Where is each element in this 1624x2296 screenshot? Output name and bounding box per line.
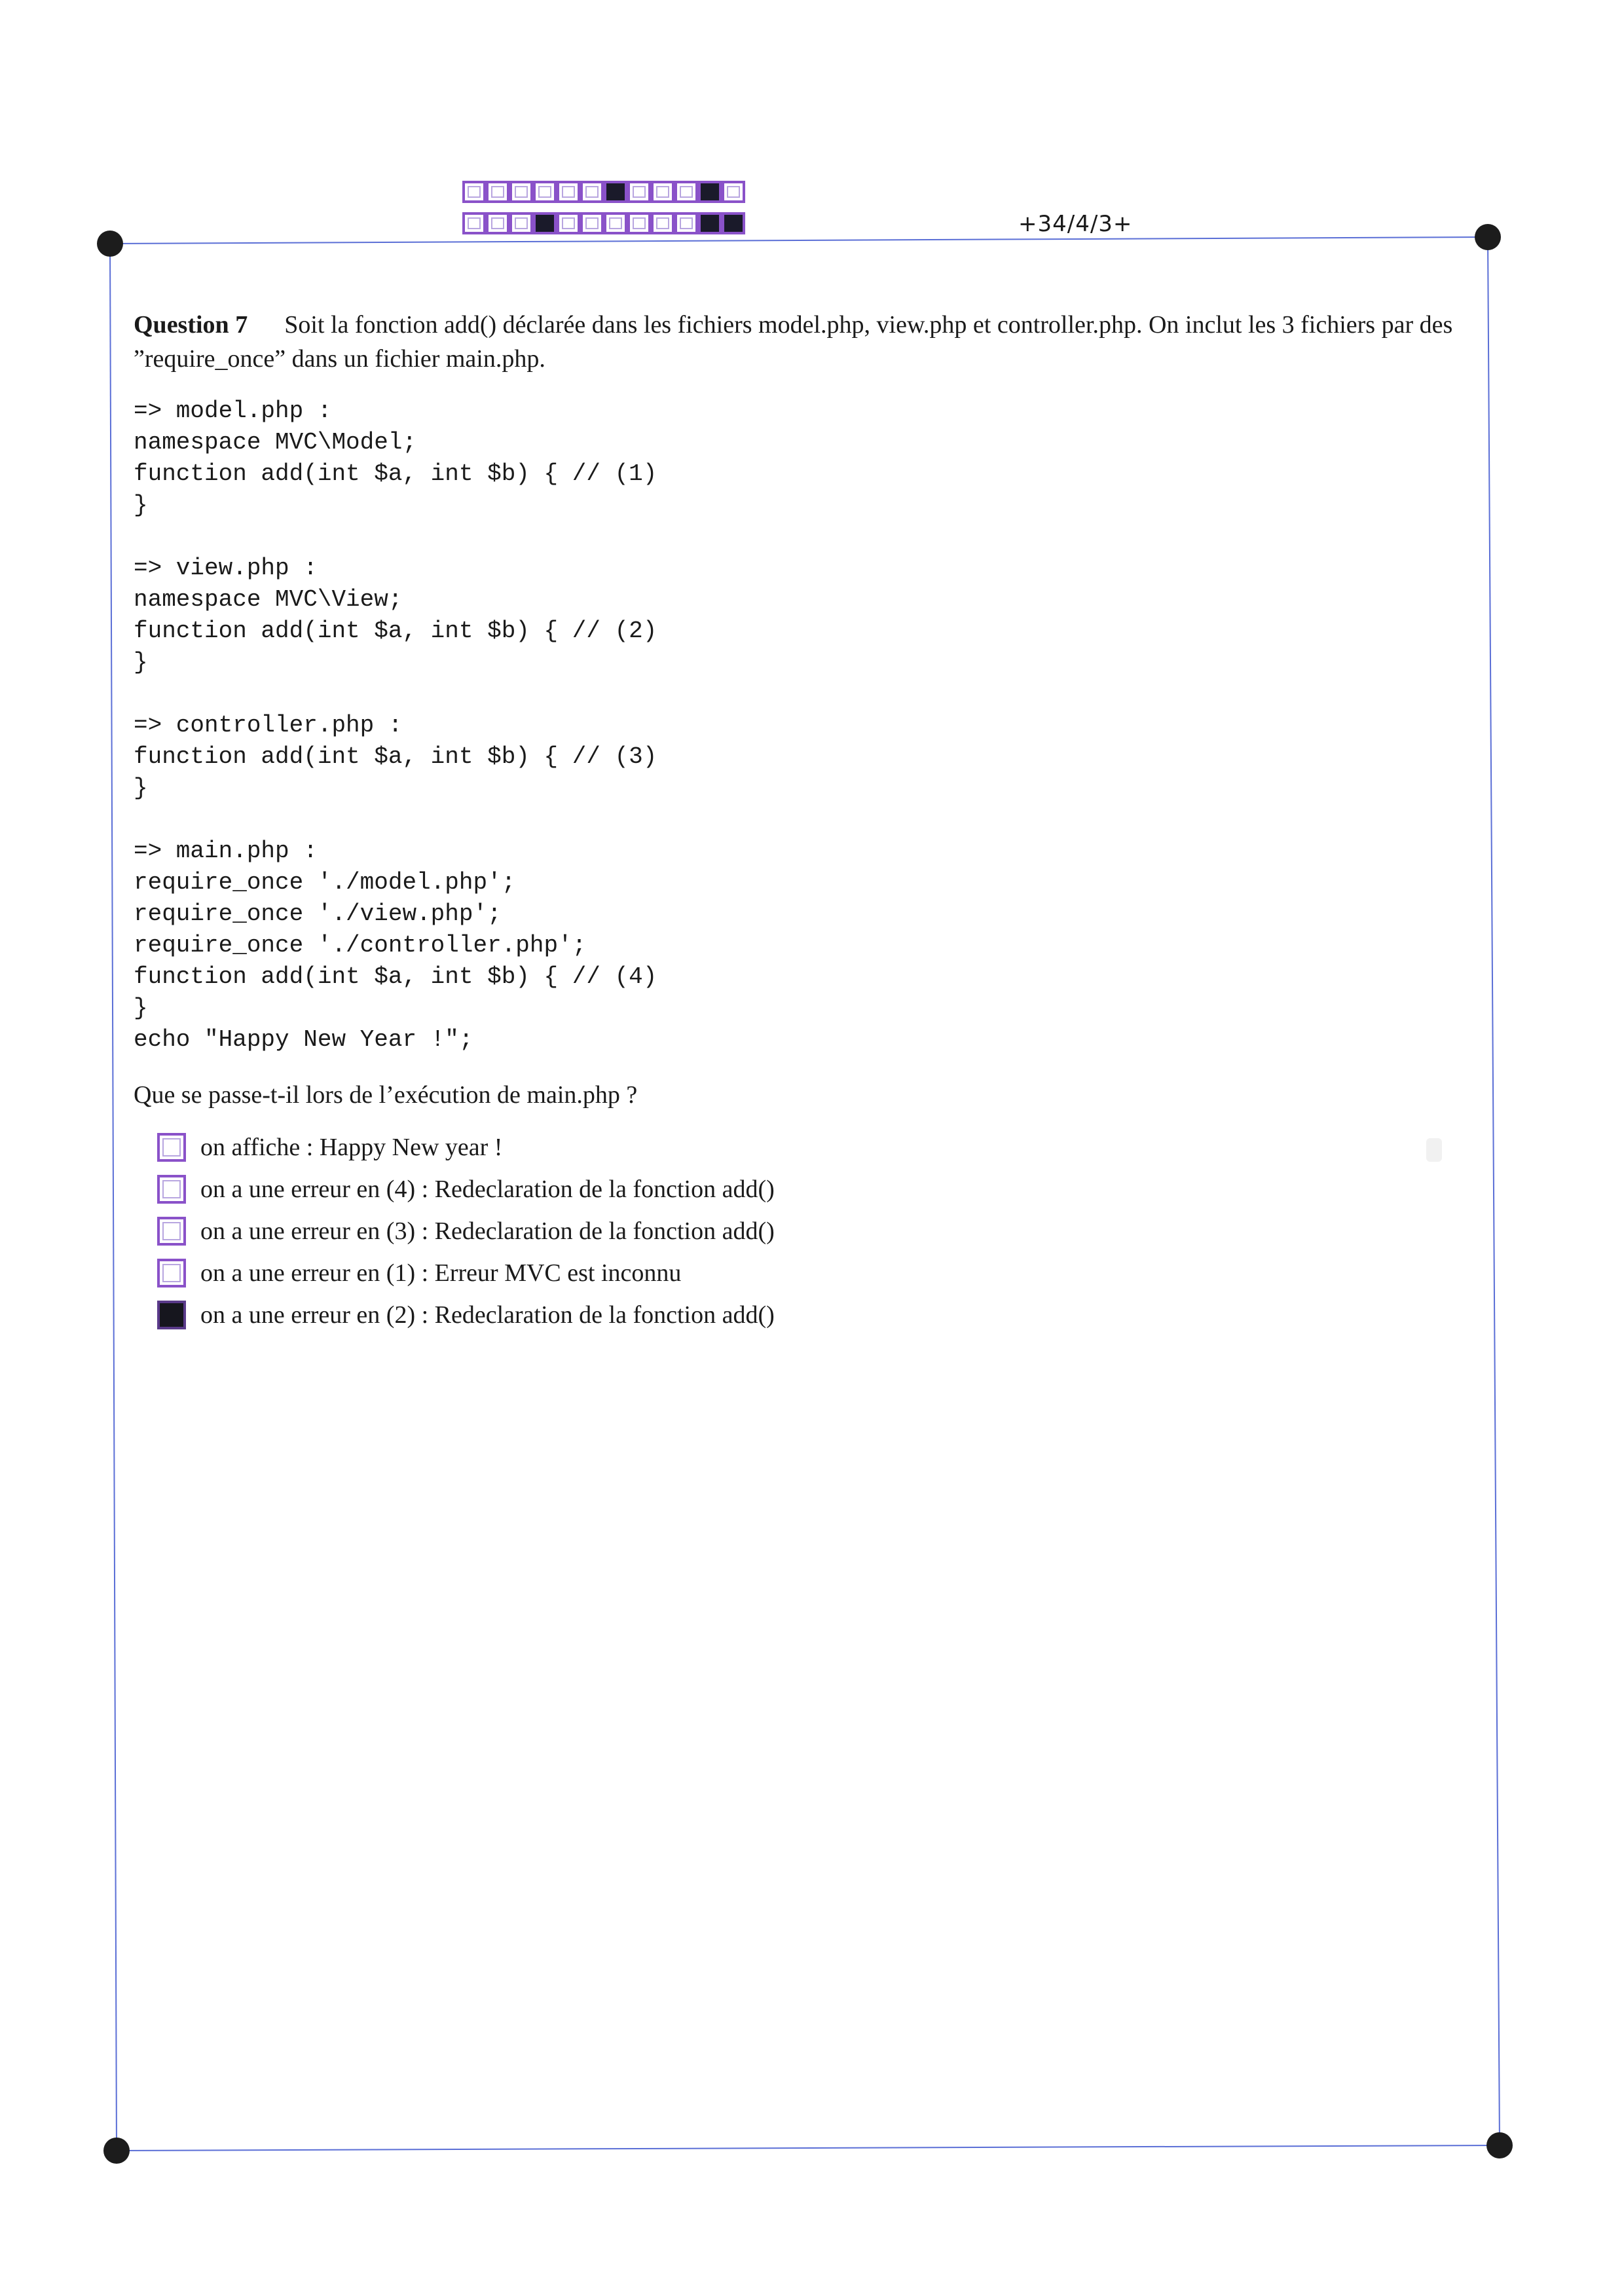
id-cell [604, 212, 627, 234]
answer-choice-label: on a une erreur en (3) : Redeclaration de la fonction add() [200, 1217, 775, 1245]
checkbox[interactable] [157, 1259, 186, 1287]
code-line: require_once './model.php'; [134, 869, 516, 896]
code-line [134, 804, 1463, 836]
corner-marker-top-right [1475, 224, 1501, 250]
checkbox[interactable] [157, 1133, 186, 1162]
code-line: } [134, 492, 148, 519]
checkbox-checked[interactable] [157, 1301, 186, 1329]
code-line [134, 521, 1463, 553]
code-line: function add(int $a, int $b) { // (3) [134, 743, 657, 770]
id-cell [651, 181, 674, 203]
id-cell [627, 212, 651, 234]
code-line: function add(int $a, int $b) { // (1) [134, 460, 657, 487]
frame-right-line [1488, 237, 1500, 2145]
frame-top-line [110, 237, 1488, 244]
code-line: require_once './view.php'; [134, 900, 502, 927]
frame-left-line [110, 244, 117, 2151]
id-cell [462, 181, 486, 203]
id-cell [486, 181, 509, 203]
code-line: namespace MVC\View; [134, 586, 403, 613]
answer-choice[interactable] [157, 1210, 1463, 1252]
code-line: function add(int $a, int $b) { // (4) [134, 963, 657, 990]
code-line: => view.php : [134, 555, 318, 582]
student-id-grid-row-2 [462, 212, 745, 234]
answer-choices [134, 1126, 1463, 1336]
id-cell [722, 212, 745, 234]
id-cell [651, 212, 674, 234]
answer-choice-label: on a une erreur en (2) : Redeclaration de la fonction add() [200, 1301, 775, 1329]
question-prompt: Que se passe-t-il lors de l’exécution de main.php ? [134, 1081, 638, 1109]
answer-choice-label: on a une erreur en (1) : Erreur MVC est inconnu [200, 1259, 682, 1287]
id-cell [674, 212, 698, 234]
code-line: require_once './controller.php'; [134, 932, 587, 959]
student-id-grid-row-1 [462, 181, 745, 203]
code-line: function add(int $a, int $b) { // (2) [134, 618, 657, 644]
answer-choice-label: on affiche : Happy New year ! [200, 1134, 503, 1161]
corner-marker-bottom-left [103, 2138, 130, 2164]
code-line: => main.php : [134, 838, 318, 864]
id-cell [557, 181, 580, 203]
question-label: Question 7 [134, 311, 248, 339]
id-cell [698, 181, 722, 203]
code-listing [134, 396, 1463, 1056]
answer-choice[interactable] [157, 1168, 1463, 1210]
frame-bottom-line [117, 2145, 1500, 2151]
id-cell [722, 181, 745, 203]
id-cell [604, 181, 627, 203]
page-identifier: +34/4/3+ [1018, 211, 1133, 237]
id-cell [509, 181, 533, 203]
code-line: => controller.php : [134, 712, 403, 739]
code-line: namespace MVC\Model; [134, 429, 417, 456]
answer-choice-label: on a une erreur en (4) : Redeclaration de la fonction add() [200, 1176, 775, 1203]
answer-choice[interactable] [157, 1126, 1463, 1168]
checkbox[interactable] [157, 1175, 186, 1204]
id-cell [698, 212, 722, 234]
code-line: => model.php : [134, 398, 332, 424]
code-line: } [134, 775, 148, 802]
corner-marker-bottom-right [1486, 2132, 1513, 2158]
id-cell [627, 181, 651, 203]
id-cell [509, 212, 533, 234]
id-cell [533, 212, 557, 234]
question-block [134, 308, 1463, 1336]
code-line [134, 678, 1463, 710]
question-text: Soit la fonction add() déclarée dans les fichiers model.php, view.php et controller.php. On inclut les 3 fichiers par des ”require_once” dans un fichier main.php. [134, 311, 1453, 373]
scan-artifact [1426, 1138, 1442, 1162]
code-line: echo "Happy New Year !"; [134, 1026, 473, 1053]
id-cell [462, 212, 486, 234]
id-cell [486, 212, 509, 234]
question-statement [134, 308, 1463, 376]
answer-choice[interactable] [157, 1294, 1463, 1336]
corner-marker-top-left [97, 231, 123, 257]
id-cell [533, 181, 557, 203]
id-cell [580, 212, 604, 234]
code-line: } [134, 649, 148, 676]
id-cell [557, 212, 580, 234]
id-cell [580, 181, 604, 203]
id-cell [674, 181, 698, 203]
code-line: } [134, 995, 148, 1022]
answer-choice[interactable] [157, 1252, 1463, 1294]
checkbox[interactable] [157, 1217, 186, 1246]
